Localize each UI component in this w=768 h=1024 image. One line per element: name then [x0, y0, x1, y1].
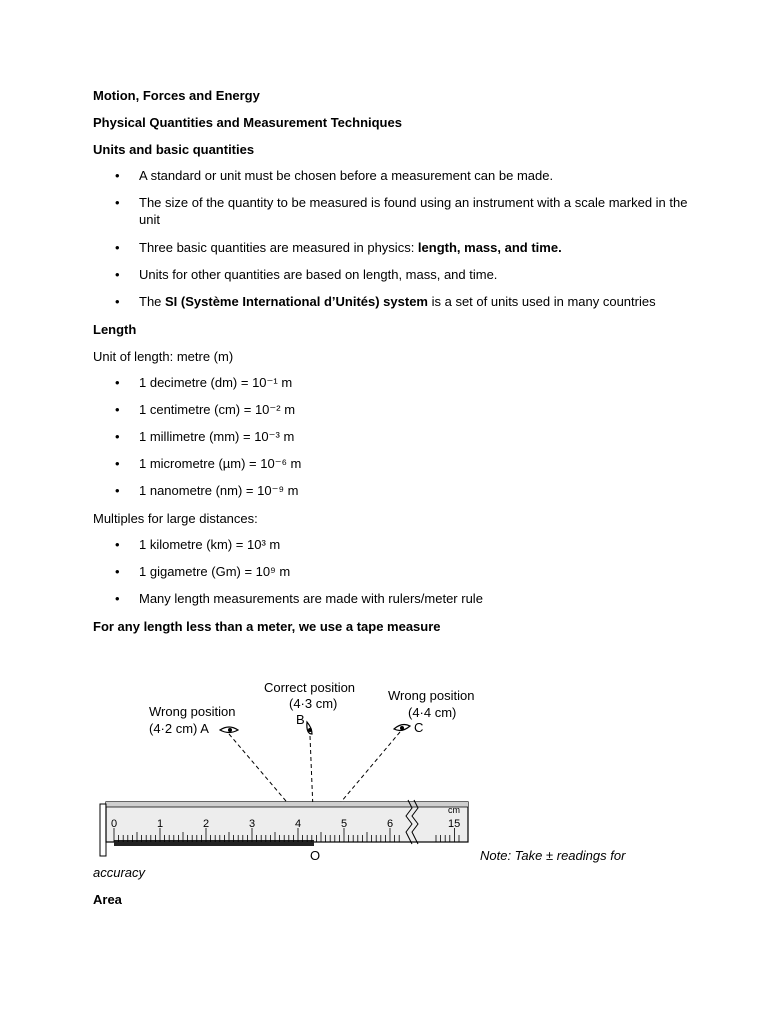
- correct-label-2: (4·3 cm): [289, 696, 338, 711]
- eye-icon-c: [394, 725, 410, 731]
- parallax-ruler-diagram: [96, 672, 476, 867]
- list-item: • 1 decimetre (dm) = 10⁻¹ m: [115, 375, 293, 390]
- page-subtitle: Physical Quantities and Measurement Techniques: [93, 115, 402, 130]
- bullet-icon: •: [115, 294, 120, 309]
- wrong-a-label-1: Wrong position: [149, 704, 236, 719]
- list-item: • The SI (Système International d’Unités) system is a set of units used in many countries: [115, 294, 656, 309]
- bullet-icon: •: [115, 483, 120, 498]
- wrong-c-letter: C: [414, 720, 424, 735]
- document-body: [93, 86, 693, 644]
- ruler-number-2: 2: [203, 818, 210, 830]
- bullet-icon: •: [115, 456, 120, 471]
- ruler-number-0: 0: [111, 818, 118, 830]
- bullet-icon: •: [115, 429, 120, 444]
- section-heading-units: Units and basic quantities: [93, 142, 255, 157]
- bullet-icon: •: [115, 591, 120, 606]
- eye-icon-a: [220, 727, 238, 733]
- large-units-list: [93, 536, 693, 617]
- page-title: Motion, Forces and Energy: [93, 88, 260, 103]
- note-text: Note: Take ± readings for: [480, 848, 626, 863]
- bullet-icon: •: [115, 267, 120, 282]
- ruler-number-4: 4: [295, 818, 302, 830]
- list-item: • 1 centimetre (cm) = 10⁻² m: [115, 402, 296, 417]
- list-item: • The size of the quantity to be measured is found using an instrument with a scale marked in the unit: [115, 195, 688, 227]
- ruler-number-15: 15: [448, 818, 461, 830]
- list-item: • 1 gigametre (Gm) = 10⁹ m: [115, 564, 291, 579]
- wrong-c-label-1: Wrong position: [388, 688, 475, 703]
- list-item: • Three basic quantities are measured in physics: length, mass, and time.: [115, 240, 562, 255]
- section-heading-area: Area: [93, 892, 122, 907]
- tape-measure-line: For any length less than a meter, we use a tape measure: [93, 619, 441, 634]
- bullet-icon: •: [115, 402, 120, 417]
- section-heading-length: Length: [93, 322, 137, 337]
- ruler: [100, 800, 468, 856]
- list-item: • 1 millimetre (mm) = 10⁻³ m: [115, 429, 295, 444]
- list-item: • Units for other quantities are based on length, mass, and time.: [115, 267, 498, 282]
- multiples-line: Multiples for large distances:: [93, 511, 258, 526]
- correct-letter: B: [296, 712, 305, 727]
- bullet-icon: •: [115, 537, 120, 552]
- eye-icon-b: [307, 722, 312, 734]
- ruler-number-5: 5: [341, 818, 348, 830]
- list-item: • Many length measurements are made with rulers/meter rule: [115, 591, 483, 606]
- list-item: • 1 kilometre (km) = 10³ m: [115, 537, 281, 552]
- ruler-number-1: 1: [157, 818, 164, 830]
- bullet-icon: •: [115, 240, 120, 255]
- list-item: • 1 micrometre (µm) = 10⁻⁶ m: [115, 456, 302, 471]
- ruler-number-6: 6: [387, 818, 394, 830]
- small-units-list: [93, 374, 693, 509]
- ruler-unit-label: cm: [448, 805, 460, 815]
- bullet-icon: •: [115, 375, 120, 390]
- list-item: • 1 nanometre (nm) = 10⁻⁹ m: [115, 483, 299, 498]
- bullet-icon: •: [115, 564, 120, 579]
- origin-label: O: [310, 848, 321, 863]
- note-text-continued: accuracy: [93, 865, 146, 880]
- wrong-c-label-2: (4·4 cm): [408, 705, 457, 720]
- units-bullet-list: [93, 167, 693, 320]
- bullet-icon: •: [115, 195, 120, 210]
- ruler-number-3: 3: [249, 818, 256, 830]
- wrong-a-label-2: (4·2 cm) A: [149, 721, 209, 736]
- unit-of-length-line: Unit of length: metre (m): [93, 349, 234, 364]
- list-item: • A standard or unit must be chosen before a measurement can be made.: [115, 168, 554, 183]
- correct-label-1: Correct position: [264, 680, 356, 695]
- bullet-icon: •: [115, 168, 120, 183]
